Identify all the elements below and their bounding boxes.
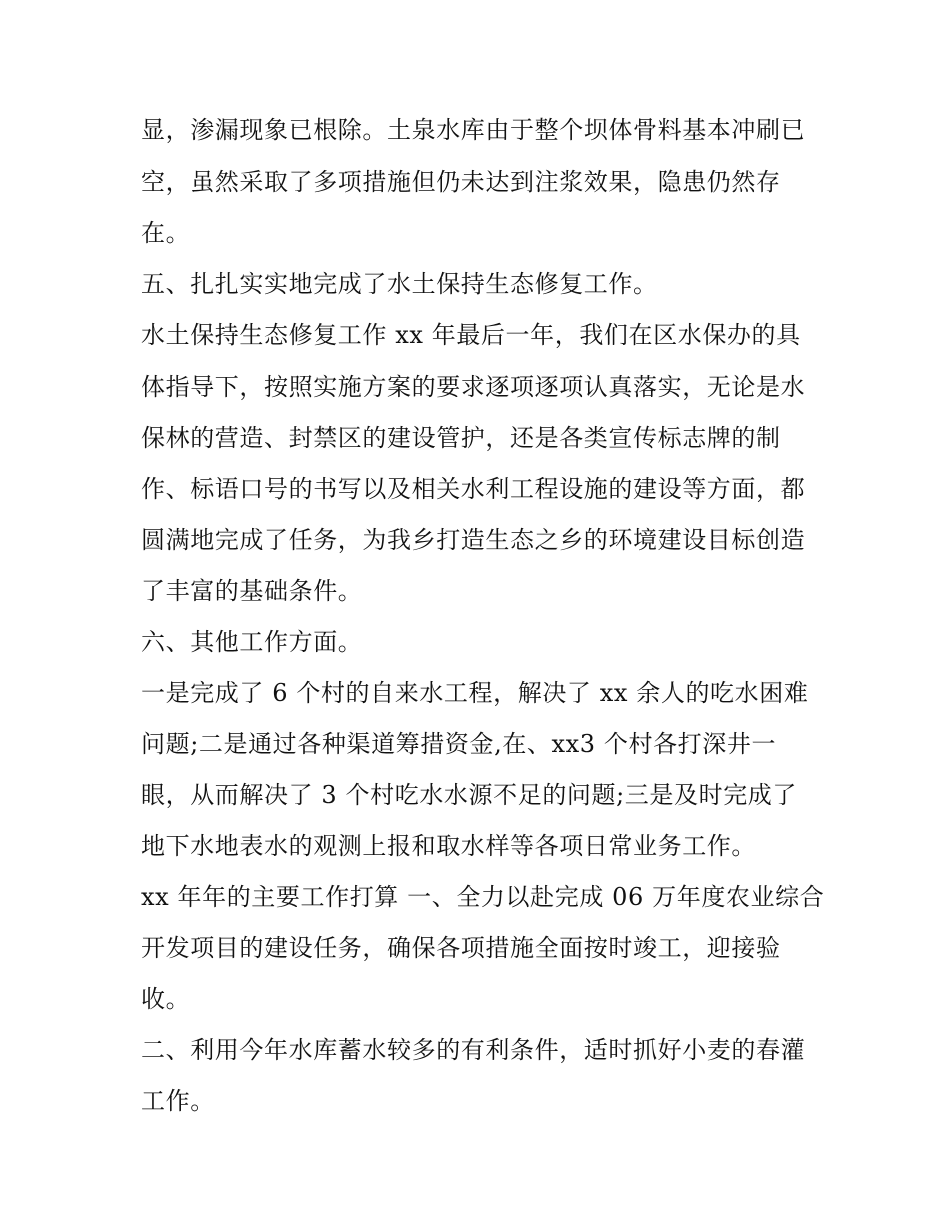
- text-line: 圆满地完成了任务，为我乡打造生态之乡的环境建设目标创造: [141, 526, 806, 554]
- text-line: 作、标语口号的书写以及相关水利工程设施的建设等方面，都: [141, 475, 806, 503]
- text-line: xx 年年的主要工作打算 一、全力以赴完成 06 万年度农业综合: [141, 883, 825, 911]
- text-line: 体指导下，按照实施方案的要求逐项逐项认真落实，无论是水: [141, 373, 806, 401]
- text-line: 一是完成了 6 个村的自来水工程，解决了 xx 余人的吃水困难: [141, 679, 809, 707]
- text-line: 水土保持生态修复工作 xx 年最后一年，我们在区水保办的具: [141, 321, 801, 349]
- text-line: 收。: [141, 985, 191, 1013]
- text-line: 地下水地表水的观测上报和取水样等各项日常业务工作。: [141, 832, 756, 860]
- text-line: 保林的营造、封禁区的建设管护，还是各类宣传标志牌的制: [141, 424, 781, 452]
- text-line: 问题;二是通过各种渠道筹措资金,在、xx3 个村各打深井一: [141, 730, 777, 758]
- section-heading: 二、利用今年水库蓄水较多的有利条件，适时抓好小麦的春灌: [141, 1036, 806, 1064]
- text-line: 工作。: [141, 1087, 215, 1115]
- section-heading: 六、其他工作方面。: [141, 628, 363, 656]
- text-line: 显，渗漏现象已根除。土泉水库由于整个坝体骨料基本冲刷已: [141, 116, 806, 144]
- section-heading: 五、扎扎实实地完成了水土保持生态修复工作。: [141, 270, 658, 298]
- text-line: 开发项目的建设任务，确保各项措施全面按时竣工，迎接验: [141, 934, 781, 962]
- text-line: 在。: [141, 219, 191, 247]
- text-line: 眼，从而解决了 3 个村吃水水源不足的问题;三是及时完成了: [141, 781, 798, 809]
- text-line: 空，虽然采取了多项措施但仍未达到注浆效果，隐患仍然存: [141, 168, 781, 196]
- text-line: 了丰富的基础条件。: [141, 577, 363, 605]
